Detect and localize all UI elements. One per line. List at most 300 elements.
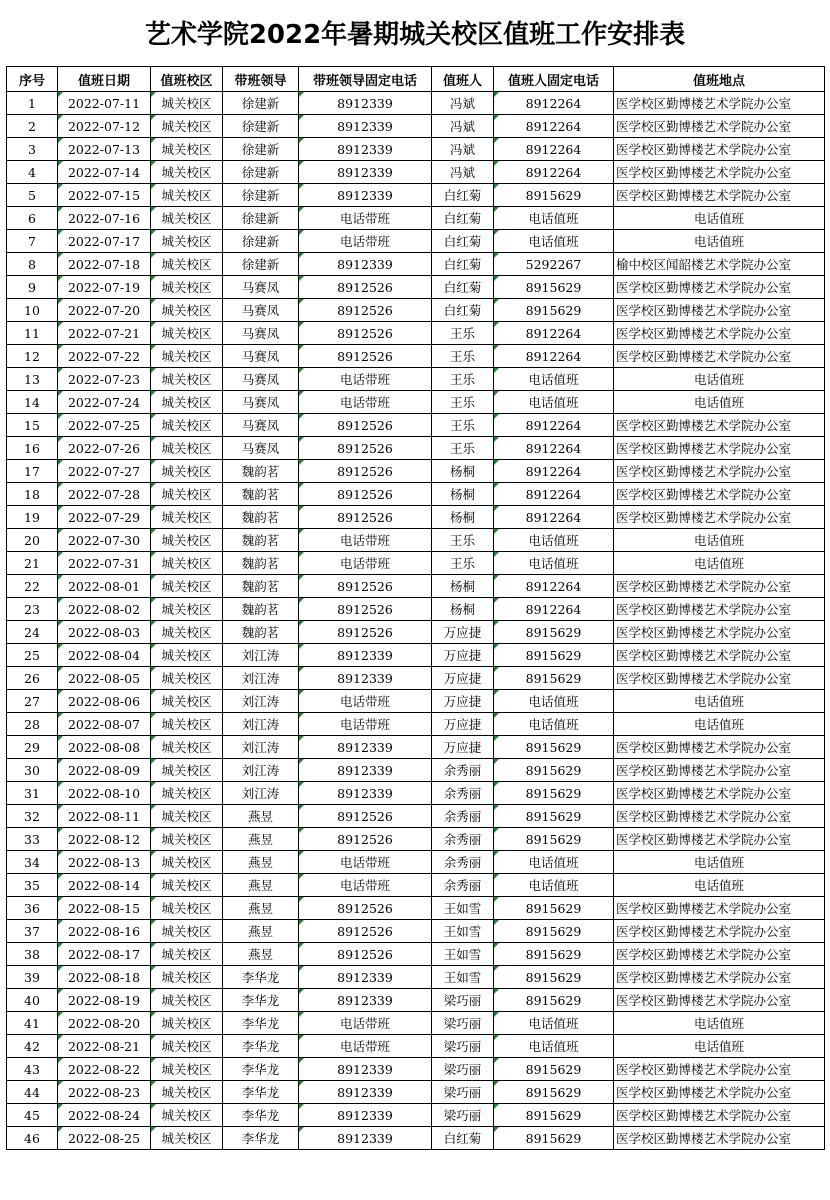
cell-staff-phone: 8915629 bbox=[494, 736, 614, 759]
cell-leader: 李华龙 bbox=[223, 989, 299, 1012]
cell-campus: 城关校区 bbox=[151, 506, 223, 529]
cell-location: 医学校区勤博楼艺术学院办公室 bbox=[614, 460, 825, 483]
cell-staff-phone: 5292267 bbox=[494, 253, 614, 276]
cell-date: 2022-07-31 bbox=[58, 552, 151, 575]
header-leader: 带班领导 bbox=[223, 67, 299, 92]
cell-date: 2022-08-24 bbox=[58, 1104, 151, 1127]
cell-leader-phone: 电话带班 bbox=[299, 552, 432, 575]
table-row bbox=[7, 368, 825, 391]
cell-leader-phone: 8912526 bbox=[299, 897, 432, 920]
cell-staff-phone: 8915629 bbox=[494, 920, 614, 943]
table-row bbox=[7, 828, 825, 851]
cell-leader-phone: 8912339 bbox=[299, 1081, 432, 1104]
cell-index: 21 bbox=[7, 552, 58, 575]
cell-date: 2022-08-08 bbox=[58, 736, 151, 759]
cell-leader: 燕昱 bbox=[223, 828, 299, 851]
cell-date: 2022-07-23 bbox=[58, 368, 151, 391]
cell-leader-phone: 8912526 bbox=[299, 276, 432, 299]
cell-date: 2022-07-17 bbox=[58, 230, 151, 253]
cell-leader-phone: 8912526 bbox=[299, 598, 432, 621]
cell-index: 1 bbox=[7, 92, 58, 115]
cell-date: 2022-07-26 bbox=[58, 437, 151, 460]
cell-staff-phone: 电话值班 bbox=[494, 851, 614, 874]
cell-staff: 冯斌 bbox=[432, 115, 494, 138]
cell-leader-phone: 8912339 bbox=[299, 759, 432, 782]
cell-staff: 万应捷 bbox=[432, 667, 494, 690]
cell-leader-phone: 8912339 bbox=[299, 989, 432, 1012]
cell-staff-phone: 电话值班 bbox=[494, 207, 614, 230]
cell-leader: 魏韵茗 bbox=[223, 621, 299, 644]
cell-location: 电话值班 bbox=[614, 690, 825, 713]
cell-staff: 王乐 bbox=[432, 391, 494, 414]
cell-location: 电话值班 bbox=[614, 529, 825, 552]
cell-date: 2022-08-20 bbox=[58, 1012, 151, 1035]
cell-leader-phone: 电话带班 bbox=[299, 1035, 432, 1058]
cell-location: 电话值班 bbox=[614, 851, 825, 874]
cell-campus: 城关校区 bbox=[151, 1081, 223, 1104]
cell-staff-phone: 8912264 bbox=[494, 575, 614, 598]
table-row bbox=[7, 1035, 825, 1058]
cell-campus: 城关校区 bbox=[151, 1035, 223, 1058]
cell-leader: 燕昱 bbox=[223, 920, 299, 943]
cell-location: 医学校区勤博楼艺术学院办公室 bbox=[614, 736, 825, 759]
cell-index: 37 bbox=[7, 920, 58, 943]
cell-leader-phone: 8912526 bbox=[299, 322, 432, 345]
cell-leader-phone: 8912339 bbox=[299, 667, 432, 690]
cell-staff-phone: 电话值班 bbox=[494, 552, 614, 575]
cell-staff-phone: 8912264 bbox=[494, 322, 614, 345]
cell-date: 2022-08-04 bbox=[58, 644, 151, 667]
table-row bbox=[7, 1127, 825, 1150]
table-row bbox=[7, 529, 825, 552]
cell-leader: 李华龙 bbox=[223, 966, 299, 989]
cell-campus: 城关校区 bbox=[151, 759, 223, 782]
cell-leader: 马赛凤 bbox=[223, 299, 299, 322]
cell-staff-phone: 电话值班 bbox=[494, 713, 614, 736]
cell-staff: 冯斌 bbox=[432, 161, 494, 184]
cell-index: 23 bbox=[7, 598, 58, 621]
cell-leader: 燕昱 bbox=[223, 874, 299, 897]
cell-staff: 白红菊 bbox=[432, 230, 494, 253]
cell-staff-phone: 8912264 bbox=[494, 598, 614, 621]
cell-staff: 梁巧丽 bbox=[432, 989, 494, 1012]
table-row bbox=[7, 161, 825, 184]
cell-index: 36 bbox=[7, 897, 58, 920]
cell-campus: 城关校区 bbox=[151, 920, 223, 943]
table-row bbox=[7, 414, 825, 437]
cell-staff-phone: 8915629 bbox=[494, 667, 614, 690]
cell-staff: 杨桐 bbox=[432, 460, 494, 483]
cell-location: 医学校区勤博楼艺术学院办公室 bbox=[614, 506, 825, 529]
cell-index: 38 bbox=[7, 943, 58, 966]
cell-campus: 城关校区 bbox=[151, 391, 223, 414]
cell-date: 2022-07-12 bbox=[58, 115, 151, 138]
cell-staff-phone: 8915629 bbox=[494, 943, 614, 966]
cell-location: 医学校区勤博楼艺术学院办公室 bbox=[614, 828, 825, 851]
cell-leader: 马赛凤 bbox=[223, 437, 299, 460]
duty-schedule-table bbox=[6, 66, 825, 1150]
cell-index: 11 bbox=[7, 322, 58, 345]
cell-staff: 王如雪 bbox=[432, 966, 494, 989]
cell-campus: 城关校区 bbox=[151, 322, 223, 345]
cell-location: 医学校区勤博楼艺术学院办公室 bbox=[614, 759, 825, 782]
cell-staff: 王如雪 bbox=[432, 897, 494, 920]
cell-location: 医学校区勤博楼艺术学院办公室 bbox=[614, 1058, 825, 1081]
cell-location: 电话值班 bbox=[614, 1012, 825, 1035]
cell-staff-phone: 8915629 bbox=[494, 897, 614, 920]
cell-staff-phone: 8915629 bbox=[494, 989, 614, 1012]
cell-staff: 杨桐 bbox=[432, 575, 494, 598]
cell-campus: 城关校区 bbox=[151, 1058, 223, 1081]
cell-staff: 梁巧丽 bbox=[432, 1081, 494, 1104]
table-row bbox=[7, 782, 825, 805]
cell-date: 2022-08-21 bbox=[58, 1035, 151, 1058]
cell-staff: 梁巧丽 bbox=[432, 1035, 494, 1058]
cell-campus: 城关校区 bbox=[151, 299, 223, 322]
cell-location: 医学校区勤博楼艺术学院办公室 bbox=[614, 276, 825, 299]
cell-location: 医学校区勤博楼艺术学院办公室 bbox=[614, 161, 825, 184]
header-index: 序号 bbox=[7, 67, 58, 92]
table-row bbox=[7, 920, 825, 943]
cell-index: 2 bbox=[7, 115, 58, 138]
cell-staff: 白红菊 bbox=[432, 299, 494, 322]
cell-staff: 万应捷 bbox=[432, 736, 494, 759]
cell-leader-phone: 8912339 bbox=[299, 161, 432, 184]
table-row bbox=[7, 322, 825, 345]
cell-leader: 徐建新 bbox=[223, 161, 299, 184]
cell-staff: 余秀丽 bbox=[432, 759, 494, 782]
cell-date: 2022-07-25 bbox=[58, 414, 151, 437]
cell-date: 2022-08-07 bbox=[58, 713, 151, 736]
cell-campus: 城关校区 bbox=[151, 92, 223, 115]
cell-location: 电话值班 bbox=[614, 1035, 825, 1058]
cell-staff: 杨桐 bbox=[432, 506, 494, 529]
table-row bbox=[7, 690, 825, 713]
cell-leader-phone: 电话带班 bbox=[299, 207, 432, 230]
cell-location: 医学校区勤博楼艺术学院办公室 bbox=[614, 437, 825, 460]
cell-leader-phone: 8912526 bbox=[299, 506, 432, 529]
table-row bbox=[7, 1058, 825, 1081]
cell-staff: 万应捷 bbox=[432, 713, 494, 736]
cell-location: 医学校区勤博楼艺术学院办公室 bbox=[614, 920, 825, 943]
cell-campus: 城关校区 bbox=[151, 667, 223, 690]
cell-staff: 冯斌 bbox=[432, 92, 494, 115]
cell-location: 医学校区勤博楼艺术学院办公室 bbox=[614, 989, 825, 1012]
cell-date: 2022-08-15 bbox=[58, 897, 151, 920]
cell-location: 榆中校区闻韶楼艺术学院办公室 bbox=[614, 253, 825, 276]
cell-leader: 李华龙 bbox=[223, 1012, 299, 1035]
header-location: 值班地点 bbox=[614, 67, 825, 92]
cell-leader: 刘江涛 bbox=[223, 690, 299, 713]
cell-staff: 王乐 bbox=[432, 552, 494, 575]
cell-staff-phone: 8915629 bbox=[494, 782, 614, 805]
cell-location: 电话值班 bbox=[614, 368, 825, 391]
cell-leader: 刘江涛 bbox=[223, 759, 299, 782]
cell-staff: 王乐 bbox=[432, 322, 494, 345]
cell-location: 医学校区勤博楼艺术学院办公室 bbox=[614, 1104, 825, 1127]
cell-staff-phone: 8915629 bbox=[494, 184, 614, 207]
cell-index: 17 bbox=[7, 460, 58, 483]
cell-staff-phone: 电话值班 bbox=[494, 690, 614, 713]
cell-index: 4 bbox=[7, 161, 58, 184]
cell-campus: 城关校区 bbox=[151, 368, 223, 391]
cell-date: 2022-08-05 bbox=[58, 667, 151, 690]
cell-date: 2022-08-12 bbox=[58, 828, 151, 851]
cell-location: 医学校区勤博楼艺术学院办公室 bbox=[614, 598, 825, 621]
cell-leader: 徐建新 bbox=[223, 92, 299, 115]
table-row bbox=[7, 345, 825, 368]
cell-index: 41 bbox=[7, 1012, 58, 1035]
cell-index: 30 bbox=[7, 759, 58, 782]
cell-index: 34 bbox=[7, 851, 58, 874]
cell-location: 电话值班 bbox=[614, 207, 825, 230]
table-row bbox=[7, 1012, 825, 1035]
cell-staff: 梁巧丽 bbox=[432, 1012, 494, 1035]
cell-date: 2022-07-22 bbox=[58, 345, 151, 368]
cell-date: 2022-07-24 bbox=[58, 391, 151, 414]
table-row bbox=[7, 391, 825, 414]
cell-staff-phone: 8915629 bbox=[494, 828, 614, 851]
cell-staff-phone: 8915629 bbox=[494, 1081, 614, 1104]
cell-staff-phone: 电话值班 bbox=[494, 368, 614, 391]
cell-index: 29 bbox=[7, 736, 58, 759]
cell-campus: 城关校区 bbox=[151, 736, 223, 759]
cell-staff-phone: 8912264 bbox=[494, 437, 614, 460]
cell-leader-phone: 8912526 bbox=[299, 299, 432, 322]
cell-location: 医学校区勤博楼艺术学院办公室 bbox=[614, 644, 825, 667]
table-row bbox=[7, 598, 825, 621]
cell-staff-phone: 8912264 bbox=[494, 161, 614, 184]
table-row bbox=[7, 989, 825, 1012]
cell-campus: 城关校区 bbox=[151, 874, 223, 897]
cell-leader: 徐建新 bbox=[223, 138, 299, 161]
cell-leader: 燕昱 bbox=[223, 851, 299, 874]
cell-staff: 白红菊 bbox=[432, 276, 494, 299]
cell-index: 3 bbox=[7, 138, 58, 161]
cell-date: 2022-08-25 bbox=[58, 1127, 151, 1150]
cell-campus: 城关校区 bbox=[151, 782, 223, 805]
cell-leader: 马赛凤 bbox=[223, 391, 299, 414]
cell-staff-phone: 8912264 bbox=[494, 460, 614, 483]
cell-staff-phone: 8915629 bbox=[494, 276, 614, 299]
cell-index: 12 bbox=[7, 345, 58, 368]
cell-campus: 城关校区 bbox=[151, 529, 223, 552]
cell-leader: 徐建新 bbox=[223, 253, 299, 276]
cell-location: 医学校区勤博楼艺术学院办公室 bbox=[614, 575, 825, 598]
cell-staff-phone: 8915629 bbox=[494, 759, 614, 782]
table-row bbox=[7, 736, 825, 759]
cell-staff: 王乐 bbox=[432, 529, 494, 552]
cell-leader-phone: 8912526 bbox=[299, 437, 432, 460]
header-staff: 值班人 bbox=[432, 67, 494, 92]
cell-date: 2022-08-23 bbox=[58, 1081, 151, 1104]
cell-date: 2022-08-19 bbox=[58, 989, 151, 1012]
cell-location: 电话值班 bbox=[614, 391, 825, 414]
cell-staff: 王乐 bbox=[432, 368, 494, 391]
cell-leader: 刘江涛 bbox=[223, 736, 299, 759]
cell-date: 2022-08-17 bbox=[58, 943, 151, 966]
cell-staff-phone: 8912264 bbox=[494, 138, 614, 161]
cell-staff-phone: 8915629 bbox=[494, 966, 614, 989]
cell-staff: 杨桐 bbox=[432, 483, 494, 506]
cell-leader: 魏韵茗 bbox=[223, 552, 299, 575]
cell-staff: 冯斌 bbox=[432, 138, 494, 161]
cell-campus: 城关校区 bbox=[151, 483, 223, 506]
cell-leader-phone: 8912339 bbox=[299, 1127, 432, 1150]
cell-campus: 城关校区 bbox=[151, 230, 223, 253]
cell-index: 42 bbox=[7, 1035, 58, 1058]
cell-leader: 刘江涛 bbox=[223, 782, 299, 805]
cell-location: 医学校区勤博楼艺术学院办公室 bbox=[614, 1081, 825, 1104]
cell-index: 20 bbox=[7, 529, 58, 552]
cell-index: 16 bbox=[7, 437, 58, 460]
cell-staff-phone: 8912264 bbox=[494, 483, 614, 506]
cell-leader: 魏韵茗 bbox=[223, 506, 299, 529]
cell-campus: 城关校区 bbox=[151, 460, 223, 483]
cell-staff: 王乐 bbox=[432, 345, 494, 368]
cell-campus: 城关校区 bbox=[151, 253, 223, 276]
cell-staff: 万应捷 bbox=[432, 690, 494, 713]
cell-index: 14 bbox=[7, 391, 58, 414]
cell-leader: 魏韵茗 bbox=[223, 483, 299, 506]
cell-date: 2022-07-11 bbox=[58, 92, 151, 115]
cell-staff-phone: 8915629 bbox=[494, 1127, 614, 1150]
cell-staff-phone: 电话值班 bbox=[494, 230, 614, 253]
cell-index: 6 bbox=[7, 207, 58, 230]
cell-location: 医学校区勤博楼艺术学院办公室 bbox=[614, 621, 825, 644]
cell-leader-phone: 8912339 bbox=[299, 184, 432, 207]
cell-leader: 李华龙 bbox=[223, 1081, 299, 1104]
cell-campus: 城关校区 bbox=[151, 345, 223, 368]
header-date: 值班日期 bbox=[58, 67, 151, 92]
cell-index: 44 bbox=[7, 1081, 58, 1104]
cell-index: 8 bbox=[7, 253, 58, 276]
cell-leader-phone: 8912526 bbox=[299, 943, 432, 966]
cell-staff-phone: 8915629 bbox=[494, 621, 614, 644]
table-row bbox=[7, 506, 825, 529]
cell-staff: 梁巧丽 bbox=[432, 1058, 494, 1081]
cell-leader: 刘江涛 bbox=[223, 644, 299, 667]
cell-leader-phone: 8912526 bbox=[299, 805, 432, 828]
cell-date: 2022-08-01 bbox=[58, 575, 151, 598]
cell-index: 9 bbox=[7, 276, 58, 299]
cell-date: 2022-07-18 bbox=[58, 253, 151, 276]
table-row bbox=[7, 805, 825, 828]
page-title: 艺术学院2022年暑期城关校区值班工作安排表 bbox=[144, 20, 686, 50]
cell-leader-phone: 8912526 bbox=[299, 460, 432, 483]
cell-leader-phone: 8912526 bbox=[299, 483, 432, 506]
cell-date: 2022-07-15 bbox=[58, 184, 151, 207]
cell-staff-phone: 电话值班 bbox=[494, 391, 614, 414]
header-leader-phone: 带班领导固定电话 bbox=[299, 67, 432, 92]
cell-leader: 马赛凤 bbox=[223, 276, 299, 299]
cell-index: 32 bbox=[7, 805, 58, 828]
table-row bbox=[7, 253, 825, 276]
cell-staff-phone: 电话值班 bbox=[494, 529, 614, 552]
cell-leader: 燕昱 bbox=[223, 943, 299, 966]
cell-date: 2022-08-03 bbox=[58, 621, 151, 644]
cell-staff: 余秀丽 bbox=[432, 874, 494, 897]
cell-leader: 刘江涛 bbox=[223, 667, 299, 690]
cell-index: 39 bbox=[7, 966, 58, 989]
cell-date: 2022-07-13 bbox=[58, 138, 151, 161]
cell-staff-phone: 8915629 bbox=[494, 644, 614, 667]
cell-location: 医学校区勤博楼艺术学院办公室 bbox=[614, 345, 825, 368]
cell-location: 医学校区勤博楼艺术学院办公室 bbox=[614, 1127, 825, 1150]
cell-campus: 城关校区 bbox=[151, 989, 223, 1012]
cell-staff-phone: 8912264 bbox=[494, 506, 614, 529]
cell-location: 医学校区勤博楼艺术学院办公室 bbox=[614, 897, 825, 920]
cell-leader-phone: 8912339 bbox=[299, 736, 432, 759]
table-row bbox=[7, 138, 825, 161]
cell-location: 医学校区勤博楼艺术学院办公室 bbox=[614, 805, 825, 828]
cell-location: 电话值班 bbox=[614, 230, 825, 253]
table-row bbox=[7, 644, 825, 667]
cell-leader: 燕昱 bbox=[223, 897, 299, 920]
cell-leader-phone: 8912339 bbox=[299, 138, 432, 161]
cell-location: 医学校区勤博楼艺术学院办公室 bbox=[614, 414, 825, 437]
cell-index: 15 bbox=[7, 414, 58, 437]
table-row bbox=[7, 207, 825, 230]
cell-leader: 马赛凤 bbox=[223, 414, 299, 437]
cell-leader: 李华龙 bbox=[223, 1127, 299, 1150]
cell-location: 医学校区勤博楼艺术学院办公室 bbox=[614, 184, 825, 207]
cell-staff-phone: 电话值班 bbox=[494, 874, 614, 897]
table-row bbox=[7, 1081, 825, 1104]
cell-index: 24 bbox=[7, 621, 58, 644]
cell-staff: 白红菊 bbox=[432, 253, 494, 276]
cell-leader: 徐建新 bbox=[223, 207, 299, 230]
cell-leader-phone: 电话带班 bbox=[299, 690, 432, 713]
cell-date: 2022-07-14 bbox=[58, 161, 151, 184]
table-row bbox=[7, 667, 825, 690]
cell-campus: 城关校区 bbox=[151, 115, 223, 138]
cell-campus: 城关校区 bbox=[151, 897, 223, 920]
cell-date: 2022-08-10 bbox=[58, 782, 151, 805]
cell-campus: 城关校区 bbox=[151, 713, 223, 736]
cell-campus: 城关校区 bbox=[151, 1012, 223, 1035]
cell-date: 2022-08-11 bbox=[58, 805, 151, 828]
cell-campus: 城关校区 bbox=[151, 598, 223, 621]
cell-date: 2022-07-16 bbox=[58, 207, 151, 230]
table-row bbox=[7, 230, 825, 253]
table-row bbox=[7, 184, 825, 207]
table-row bbox=[7, 276, 825, 299]
cell-leader: 燕昱 bbox=[223, 805, 299, 828]
table-row bbox=[7, 759, 825, 782]
cell-leader-phone: 电话带班 bbox=[299, 368, 432, 391]
table-row bbox=[7, 874, 825, 897]
cell-date: 2022-07-29 bbox=[58, 506, 151, 529]
cell-leader: 魏韵茗 bbox=[223, 460, 299, 483]
cell-campus: 城关校区 bbox=[151, 276, 223, 299]
cell-leader: 李华龙 bbox=[223, 1058, 299, 1081]
cell-campus: 城关校区 bbox=[151, 851, 223, 874]
cell-leader-phone: 电话带班 bbox=[299, 713, 432, 736]
cell-index: 40 bbox=[7, 989, 58, 1012]
cell-staff-phone: 8915629 bbox=[494, 1058, 614, 1081]
cell-campus: 城关校区 bbox=[151, 575, 223, 598]
cell-staff: 余秀丽 bbox=[432, 828, 494, 851]
table-row bbox=[7, 575, 825, 598]
cell-leader: 马赛凤 bbox=[223, 368, 299, 391]
cell-index: 46 bbox=[7, 1127, 58, 1150]
cell-campus: 城关校区 bbox=[151, 1127, 223, 1150]
cell-leader-phone: 8912339 bbox=[299, 253, 432, 276]
cell-staff-phone: 8912264 bbox=[494, 115, 614, 138]
cell-staff-phone: 8915629 bbox=[494, 299, 614, 322]
cell-leader-phone: 8912526 bbox=[299, 345, 432, 368]
